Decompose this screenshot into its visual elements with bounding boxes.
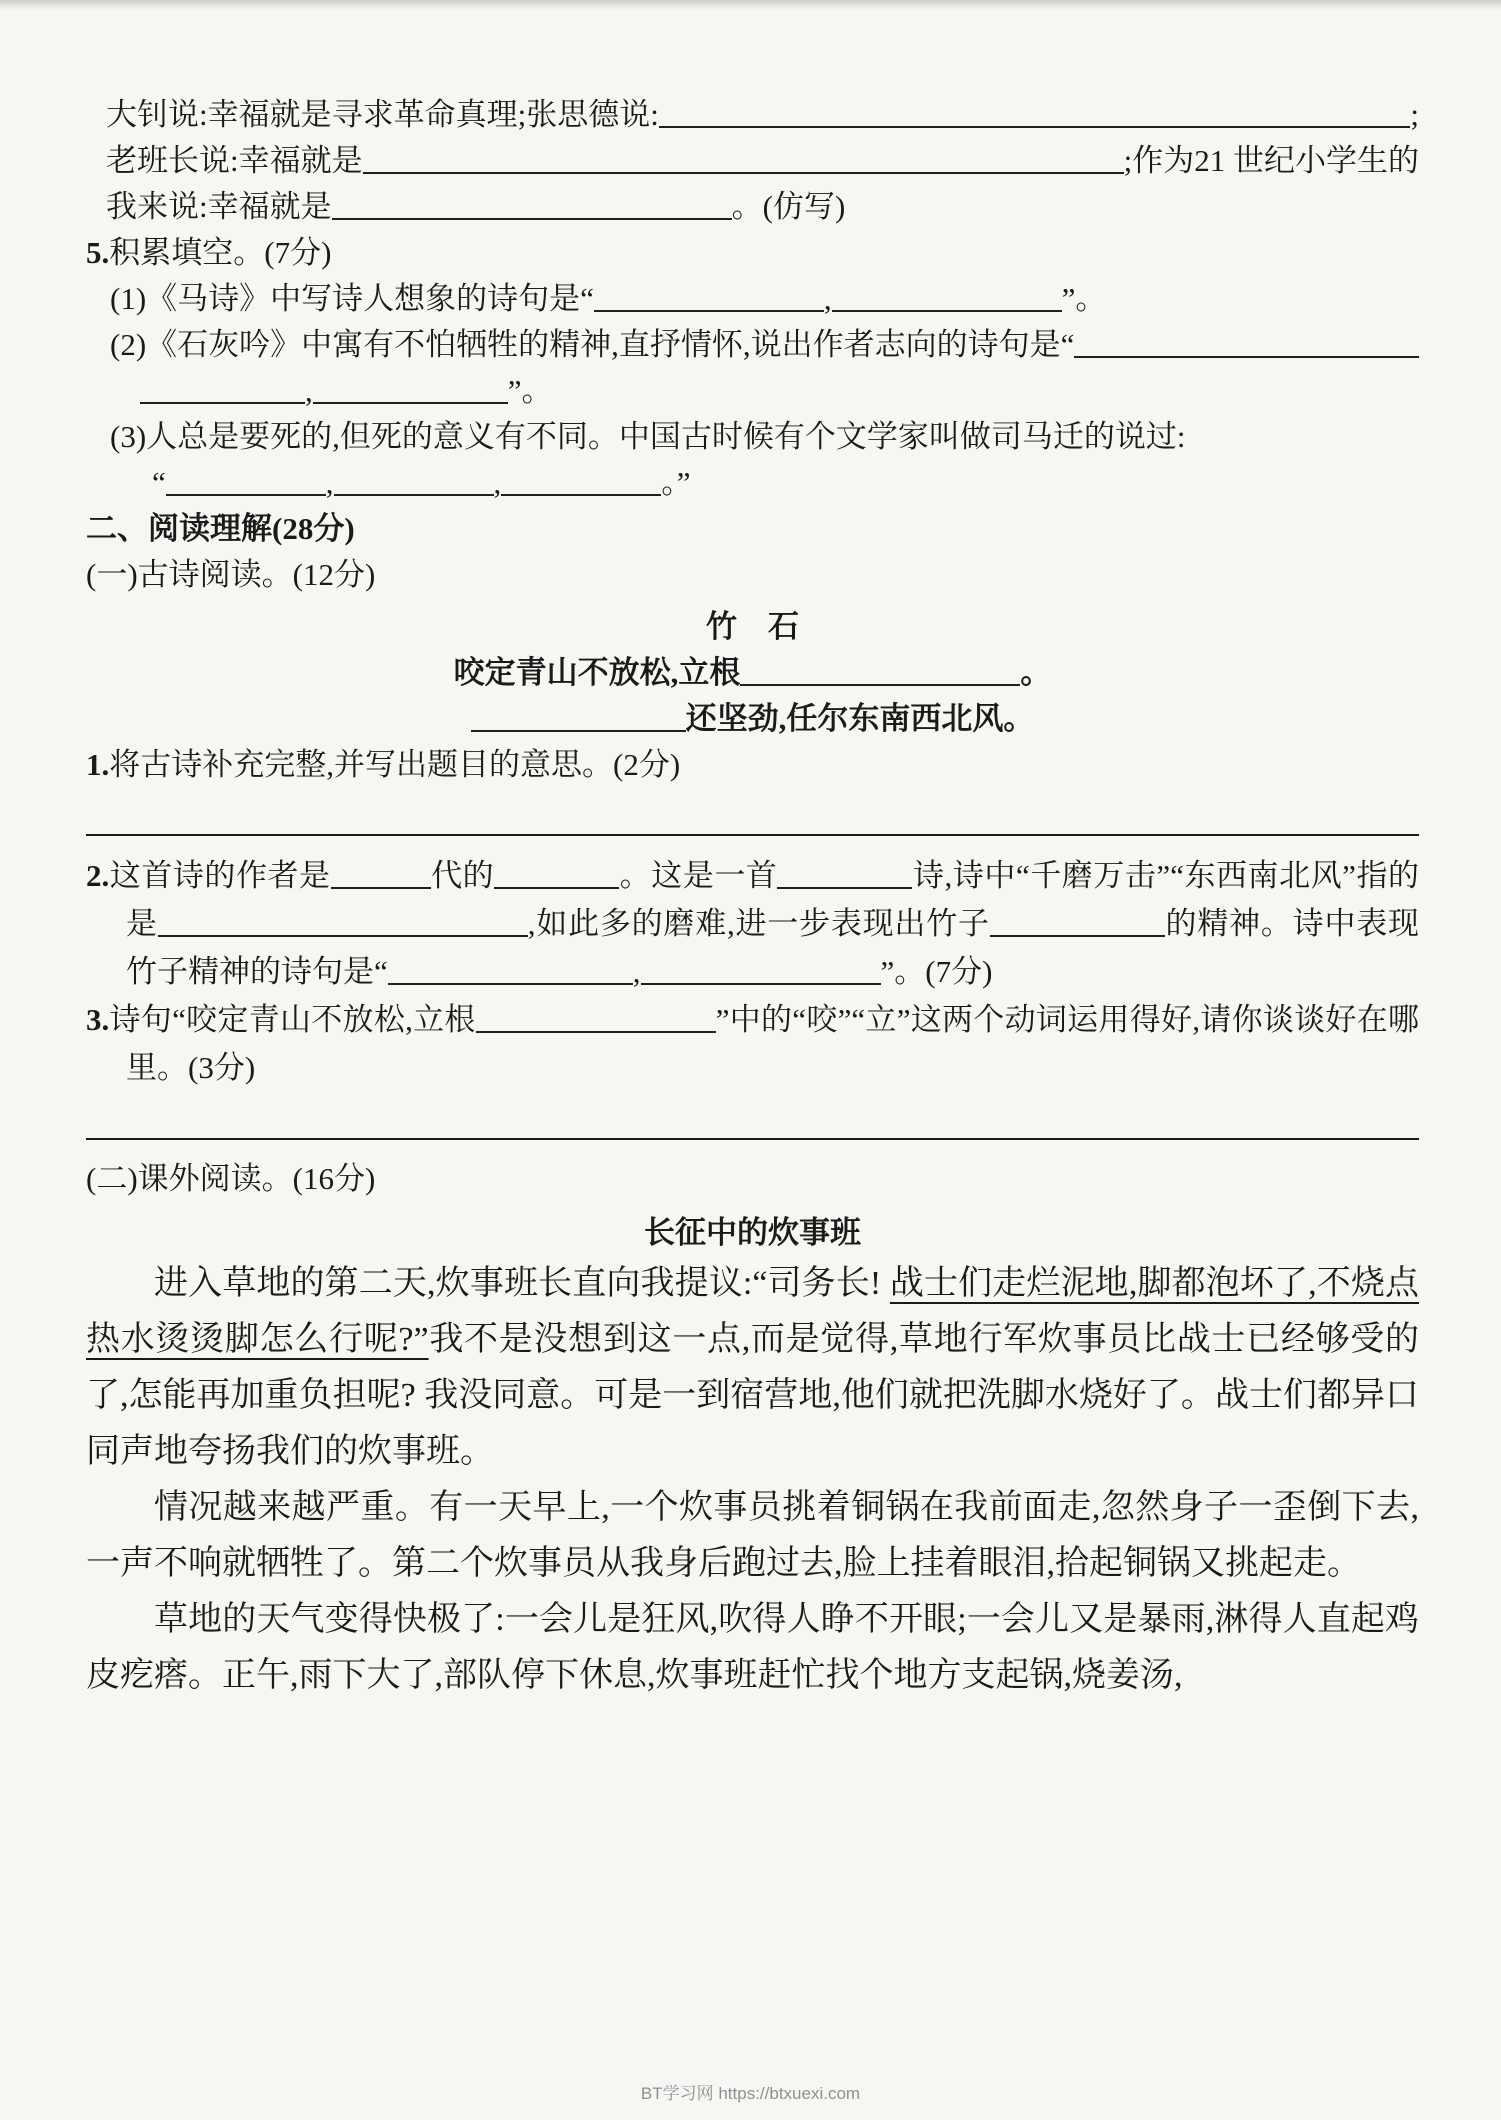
text-run: (一)古诗阅读。(12分) xyxy=(86,557,376,592)
text-run: ”。 xyxy=(1061,281,1107,316)
poem-line-2 xyxy=(86,696,1419,742)
text-run: (1)《马诗》中写诗人想象的诗句是“ xyxy=(110,281,594,316)
text-run: 将古诗补充完整,并写出题目的意思。(2分) xyxy=(109,747,681,782)
q5-item-3-line2 xyxy=(152,460,1419,506)
text-run: 大钊说:幸福就是寻求革命真理;张思德说: xyxy=(106,97,659,132)
essay-para-1 xyxy=(86,1256,1419,1480)
text-run: 竹 石 xyxy=(706,609,799,644)
text-run: ”。 xyxy=(507,373,553,408)
text-run: 咬定青山不放松,立根 xyxy=(453,655,741,690)
answer-blank xyxy=(471,700,686,732)
text-run: 我不是没想到这一点,而是觉得,草地行军炊事员比战士已经够受的了,怎能再加重负担呢? 我没同意。可是一到宿营地,他们就把洗脚水烧好了。战士们都异口同声地夸扬我们的炊事班。 xyxy=(86,1321,1420,1470)
answer-blank xyxy=(501,464,661,496)
essay-para-2 xyxy=(86,1480,1419,1592)
answer-blank xyxy=(334,464,494,496)
answer-blank xyxy=(476,1001,716,1033)
answer-blank xyxy=(1074,326,1419,358)
text-run: 诗句“咬定青山不放松,立根 xyxy=(109,1002,476,1037)
q5-heading xyxy=(86,230,1419,276)
answer-blank xyxy=(332,188,732,220)
text-run: 老班长说:幸福就是 xyxy=(106,143,363,178)
answer-blank xyxy=(777,857,912,889)
answer-blank xyxy=(158,905,528,937)
reading-q3 xyxy=(86,996,1419,1092)
poem-title xyxy=(86,604,1419,650)
text-run: ,如此多的磨难,进一步表现出竹子 xyxy=(527,906,990,941)
text-run: 积累填空。(7分) xyxy=(109,235,332,270)
answer-blank xyxy=(494,857,619,889)
text-run: , xyxy=(325,465,334,500)
answer-blank xyxy=(363,142,1124,174)
answer-rule-2 xyxy=(86,1092,1419,1140)
answer-blank xyxy=(166,464,326,496)
underlined-text-run: 战士们走烂泥地,脚都泡坏了,不烧点热水烫烫脚怎么行呢?” xyxy=(86,1265,1419,1358)
text-run: 。” xyxy=(661,465,691,500)
answer-blank xyxy=(140,372,305,404)
text-run: 2. xyxy=(86,858,110,893)
text-run: 1. xyxy=(86,747,110,782)
text-run: 5. xyxy=(86,235,110,270)
q4-line-zhangside xyxy=(106,92,1419,138)
q4-line-wolaishuo xyxy=(106,184,1419,230)
text-run: , xyxy=(823,281,832,316)
answer-blank xyxy=(740,654,1020,686)
text-run: 诗,诗中“千磨万击”“东西南北风”指的是 xyxy=(126,858,1420,941)
text-run: “ xyxy=(152,465,166,500)
text-run: ;作为21 世纪小学生的 xyxy=(1123,143,1419,178)
q5-item-3-line1 xyxy=(110,414,1419,460)
text-run: ; xyxy=(1410,97,1419,132)
text-run: 进入草地的第二天,炊事班长直向我提议:“司务长! xyxy=(154,1265,890,1302)
text-run: 代的 xyxy=(430,858,495,893)
text-run: 这首诗的作者是 xyxy=(109,858,331,893)
footer-credit: BT学习网 https://btxuexi.com xyxy=(640,2084,861,2103)
text-run: (3)人总是要死的,但死的意义有不同。中国古时候有个文学家叫做司马迁的说过: xyxy=(110,419,1186,454)
answer-blank xyxy=(990,905,1165,937)
text-run: 。(仿写) xyxy=(731,189,846,224)
text-run: 长征中的炊事班 xyxy=(644,1215,861,1250)
essay-para-3 xyxy=(86,1592,1419,1704)
answer-blank xyxy=(388,953,633,985)
q4-line-laobanzhang xyxy=(106,138,1419,184)
answer-blank xyxy=(331,857,431,889)
text-run: , xyxy=(632,954,641,989)
q5-item-1 xyxy=(110,276,1419,322)
answer-blank xyxy=(641,953,881,985)
answer-blank xyxy=(594,280,824,312)
text-run: (2)《石灰吟》中寓有不怕牺牲的精神,直抒情怀,说出作者志向的诗句是“ xyxy=(110,327,1075,362)
text-run: 二、阅读理解(28分) xyxy=(86,511,355,546)
part-1-heading xyxy=(86,552,1419,598)
text-run: ”。(7分) xyxy=(880,954,993,989)
answer-blank xyxy=(832,280,1062,312)
answer-blank xyxy=(313,372,508,404)
text-run: , xyxy=(305,373,313,408)
part-2-heading xyxy=(86,1156,1419,1202)
text-run: 3. xyxy=(86,1002,110,1037)
reading-q1 xyxy=(86,742,1419,788)
essay-title xyxy=(86,1210,1419,1256)
reading-q2 xyxy=(86,852,1419,996)
text-run: 情况越来越严重。有一天早上,一个炊事员挑着铜锅在我前面走,忽然身子一歪倒下去,一声不响就牺牲了。第二个炊事员从我身后跑过去,脸上挂着眼泪,拾起铜锅又挑起走。 xyxy=(86,1489,1419,1582)
text-run: 我来说:幸福就是 xyxy=(106,189,332,224)
text-run: 。这是一首 xyxy=(619,858,778,893)
text-run: 。 xyxy=(1020,655,1052,690)
text-run: 的精神。诗中表现竹子精神的诗句是“ xyxy=(126,906,1420,989)
text-run: 还坚劲,任尔东南西北风。 xyxy=(685,701,1035,736)
q5-item-2-line1 xyxy=(110,322,1419,368)
text-run: , xyxy=(493,465,502,500)
answer-rule-1 xyxy=(86,788,1419,836)
text-run: ”中的“咬”“立”这两个动词运用得好,请你谈谈好在哪里。(3分) xyxy=(126,1002,1419,1085)
text-run: 草地的天气变得快极了:一会儿是狂风,吹得人睁不开眼;一会儿又是暴雨,淋得人直起鸡皮疙瘩。正午,雨下大了,部队停下休息,炊事班赶忙找个地方支起锅,烧姜汤, xyxy=(86,1601,1419,1694)
text-run: (二)课外阅读。(16分) xyxy=(86,1161,376,1196)
poem-line-1 xyxy=(86,650,1419,696)
answer-blank xyxy=(659,96,1411,128)
section-2-heading xyxy=(86,506,1419,552)
q5-item-2-line2 xyxy=(140,368,1419,414)
